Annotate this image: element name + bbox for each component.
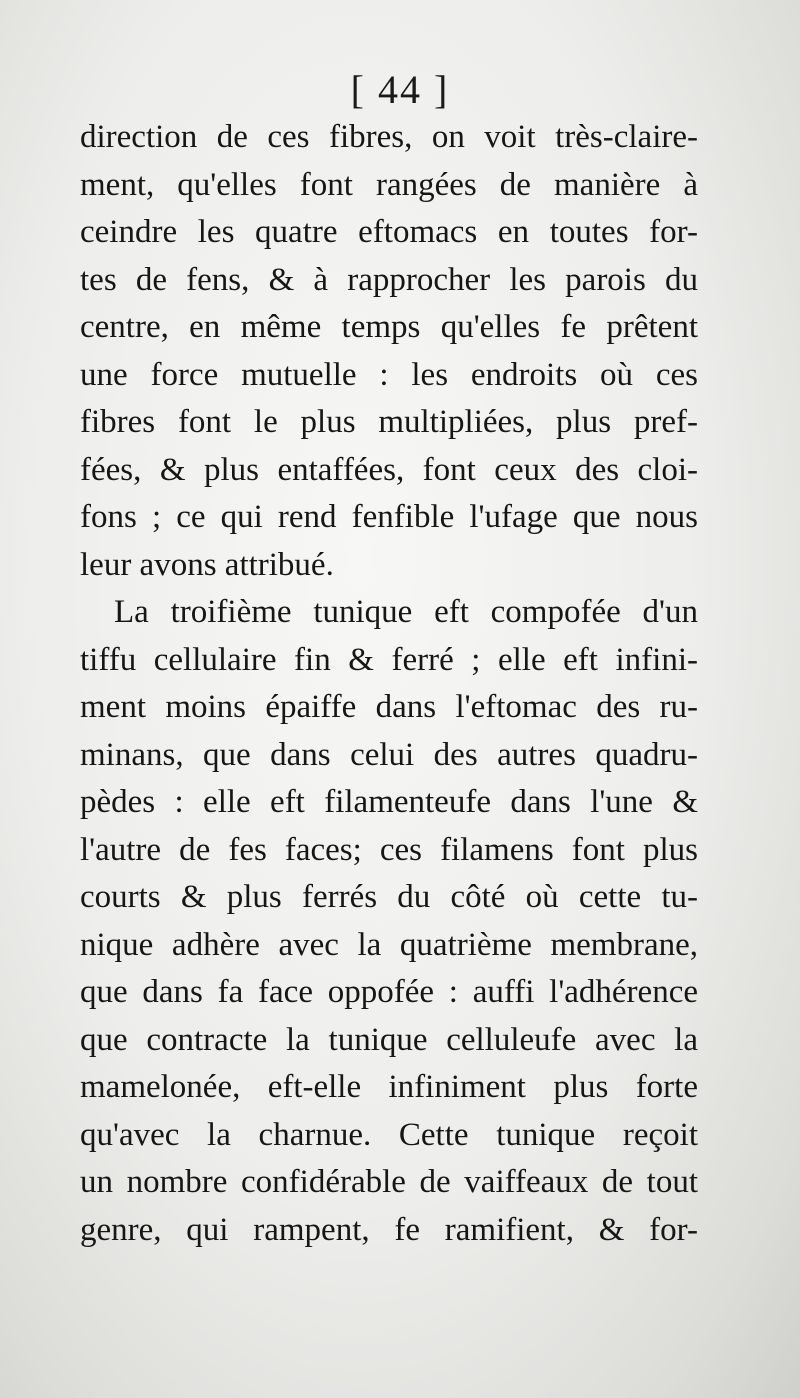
text-line: courts & plus ferrés du côté où cette tu- [80, 879, 698, 915]
text-line: direction de ces fibres, on voit très-claire- [80, 119, 698, 155]
page-number: [ 44 ] [350, 67, 450, 112]
paragraph-start-line: La troifième tunique eft compofée d'un [114, 594, 698, 630]
text-line: minans, que dans celui des autres quadru- [80, 736, 698, 773]
text-line: que contracte la tunique celluleufe avec la [80, 1021, 698, 1058]
text-line: qu'avec la charnue. Cette tunique reçoit [80, 1116, 698, 1153]
text-line: centre, en même temps qu'elles fe prêtent [80, 309, 698, 345]
text-line: fons ; ce qui rend fenfible l'ufage que nous [80, 499, 698, 535]
text-line: l'autre de fes faces; ces filamens font plus [80, 831, 698, 868]
text-line: genre, qui rampent, fe ramifient, & for- [80, 1211, 698, 1248]
text-line: pèdes : elle eft filamenteufe dans l'une & [80, 784, 698, 820]
text-line: une force mutuelle : les endroits où ces [80, 356, 698, 393]
paragraph-end-line: leur avons attribué. [80, 546, 334, 583]
text-line: tes de fens, & à rapprocher les parois du [80, 261, 698, 298]
body-text [80, 114, 698, 1254]
text-line: ment, qu'elles font rangées de manière à [80, 166, 698, 203]
text-line: nique adhère avec la quatrième membrane, [80, 926, 698, 963]
text-line: fibres font le plus multipliées, plus pref- [80, 404, 698, 440]
text-line: ment moins épaiffe dans l'eftomac des ru- [80, 689, 698, 725]
text-line: tiffu cellulaire fin & ferré ; elle eft infini- [80, 641, 698, 678]
text-line: que dans fa face oppofée : auffi l'adhérence [80, 974, 698, 1010]
text-line: mamelonée, eft-elle infiniment plus forte [80, 1069, 698, 1105]
text-line: ceindre les quatre eftomacs en toutes for- [80, 214, 698, 250]
text-line: un nombre confidérable de vaiffeaux de tout [80, 1164, 698, 1200]
text-line: fées, & plus entaffées, font ceux des cloi- [80, 451, 698, 488]
